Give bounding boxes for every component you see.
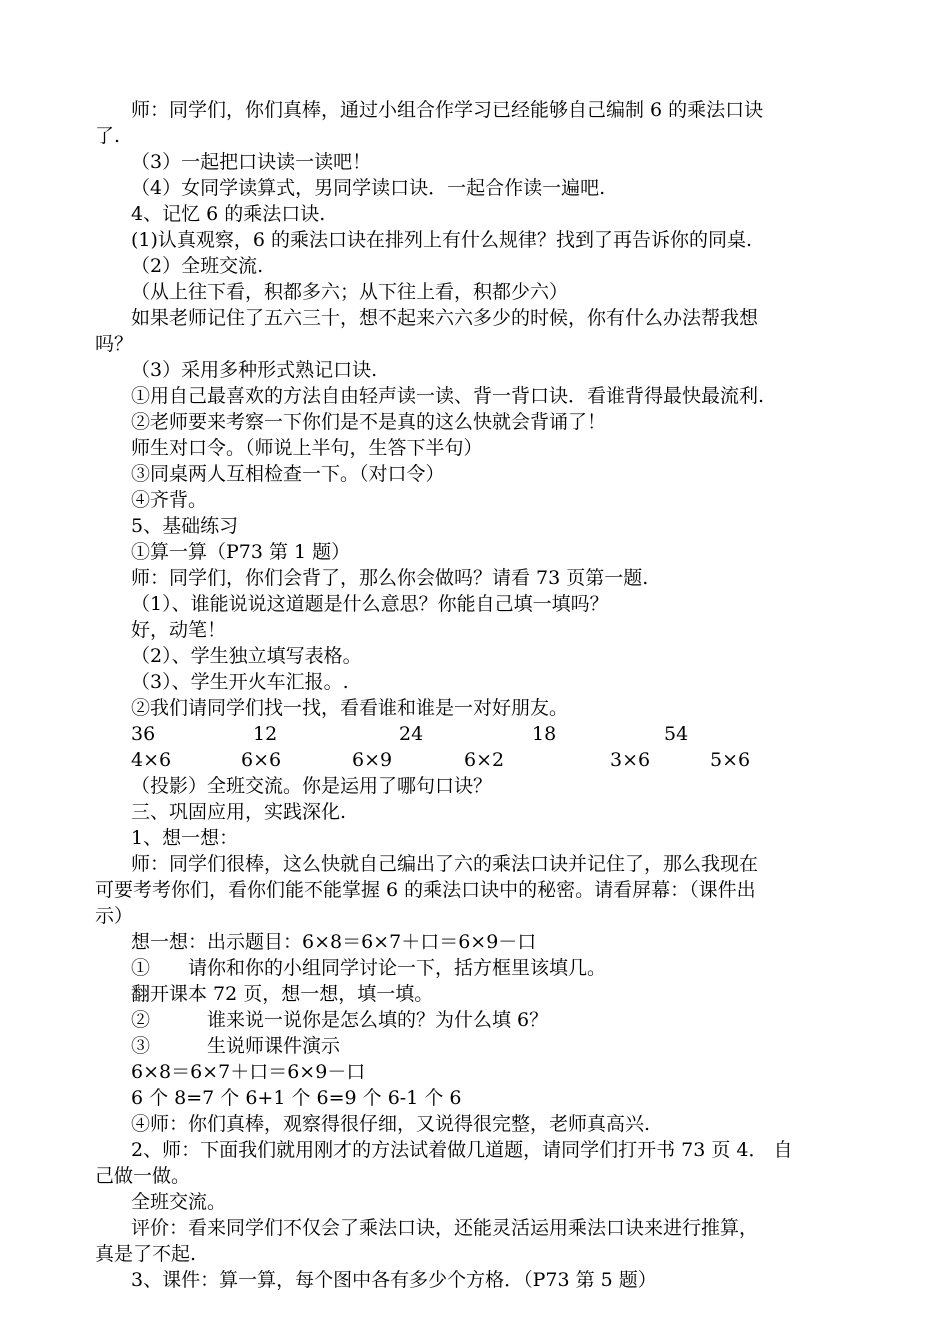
product-value: 36 [131, 723, 156, 745]
text-line: 师：同学们很棒，这么快就自己编出了六的乘法口诀并记住了，那么我现在 [131, 853, 759, 875]
text-line: 5、基础练习 [131, 515, 239, 537]
text-line: 6×8＝6×7＋口＝6×9－口 [131, 1061, 366, 1083]
text-line: ④师：你们真棒，观察得很仔细，又说得很完整，老师真高兴. [131, 1113, 651, 1135]
text-line: 6 个 8=7 个 6+1 个 6=9 个 6-1 个 6 [131, 1087, 462, 1109]
text-line: 可要考考你们，看你们能不能掌握 6 的乘法口诀中的秘密。请看屏幕：（课件出 [95, 879, 756, 901]
text-line: 师：同学们，你们会背了，那么你会做吗？请看 73 页第一题. [131, 567, 649, 589]
text-line: （1）、谁能说说这道题是什么意思？你能自己填一填吗？ [131, 593, 609, 615]
text-line: 想一想：出示题目：6×8＝6×7＋口＝6×9－口 [131, 931, 537, 953]
text-line: ② 谁来说一说你是怎么填的？为什么填 6？ [131, 1009, 549, 1031]
text-line: 2、师：下面我们就用刚才的方法试着做几道题，请同学们打开书 73 页 4． 自 [131, 1139, 793, 1161]
text-line: （3）采用多种形式熟记口诀. [131, 359, 378, 381]
text-line: ①算一算（P73 第 1 题） [131, 541, 351, 563]
text-line: （投影）全班交流。你是运用了哪句口诀？ [131, 775, 493, 797]
text-line: 真是了不起. [95, 1243, 197, 1265]
text-line: ②我们请同学们找一找，看看谁和谁是一对好朋友。 [131, 697, 569, 719]
text-line: 翻开课本 72 页，想一想，填一填。 [131, 983, 434, 1005]
text-line: 己做一做。 [95, 1165, 191, 1187]
text-line: （4）女同学读算式，男同学读口诀．一起合作读一遍吧. [131, 177, 606, 199]
text-line: 示） [95, 905, 134, 927]
text-line: 评价：看来同学们不仅会了乘法口诀，还能灵活运用乘法口诀来进行推算， [131, 1217, 759, 1239]
expression-value: 6×2 [464, 749, 505, 771]
text-line: 师生对口令。（师说上半句，生答下半句） [131, 437, 483, 459]
text-line: 吗？ [95, 333, 134, 355]
product-value: 18 [532, 723, 557, 745]
product-value: 12 [253, 723, 278, 745]
product-value: 54 [664, 723, 689, 745]
text-line: 了. [95, 125, 121, 147]
text-line: ③ 生说师课件演示 [131, 1035, 341, 1057]
text-line: ① 请你和你的小组同学讨论一下，括方框里该填几。 [131, 957, 607, 979]
text-line: （2）、学生独立填写表格。 [131, 645, 362, 667]
expression-value: 3×6 [610, 749, 651, 771]
expression-value: 6×6 [241, 749, 282, 771]
text-line: 4、记忆 6 的乘法口诀. [131, 203, 326, 225]
text-line: （3）、学生开火车汇报。. [131, 671, 349, 693]
text-line: （2）全班交流. [131, 255, 264, 277]
expression-value: 5×6 [710, 749, 751, 771]
text-line: ①用自己最喜欢的方法自由轻声读一读、背一背口诀．看谁背得最快最流利. [131, 385, 765, 407]
text-line: （从上往下看，积都多六；从下往上看，积都少六） [131, 281, 569, 303]
text-line: 三、巩固应用，实践深化. [131, 801, 347, 823]
text-line: (1)认真观察，6 的乘法口诀在排列上有什么规律？找到了再告诉你的同桌. [131, 229, 753, 251]
text-line: 3、课件：算一算，每个图中各有多少个方格．（P73 第 5 题） [131, 1269, 657, 1291]
product-value: 24 [399, 723, 424, 745]
text-line: 全班交流。 [131, 1191, 227, 1213]
text-line: ③同桌两人互相检查一下。（对口令） [131, 463, 445, 485]
text-line: 如果老师记住了五六三十，想不起来六六多少的时候，你有什么办法帮我想 [131, 307, 759, 329]
text-line: 1、想一想： [131, 827, 239, 849]
text-line: 师：同学们，你们真棒，通过小组合作学习已经能够自己编制 6 的乘法口诀 [131, 99, 764, 121]
expression-value: 6×9 [352, 749, 393, 771]
text-line: ②老师要来考察一下你们是不是真的这么快就会背诵了！ [131, 411, 607, 433]
expression-value: 4×6 [131, 749, 172, 771]
text-line: 好，动笔！ [131, 619, 227, 641]
text-line: （3）一起把口诀读一读吧！ [131, 151, 372, 173]
text-line: ④齐背。 [131, 489, 208, 511]
